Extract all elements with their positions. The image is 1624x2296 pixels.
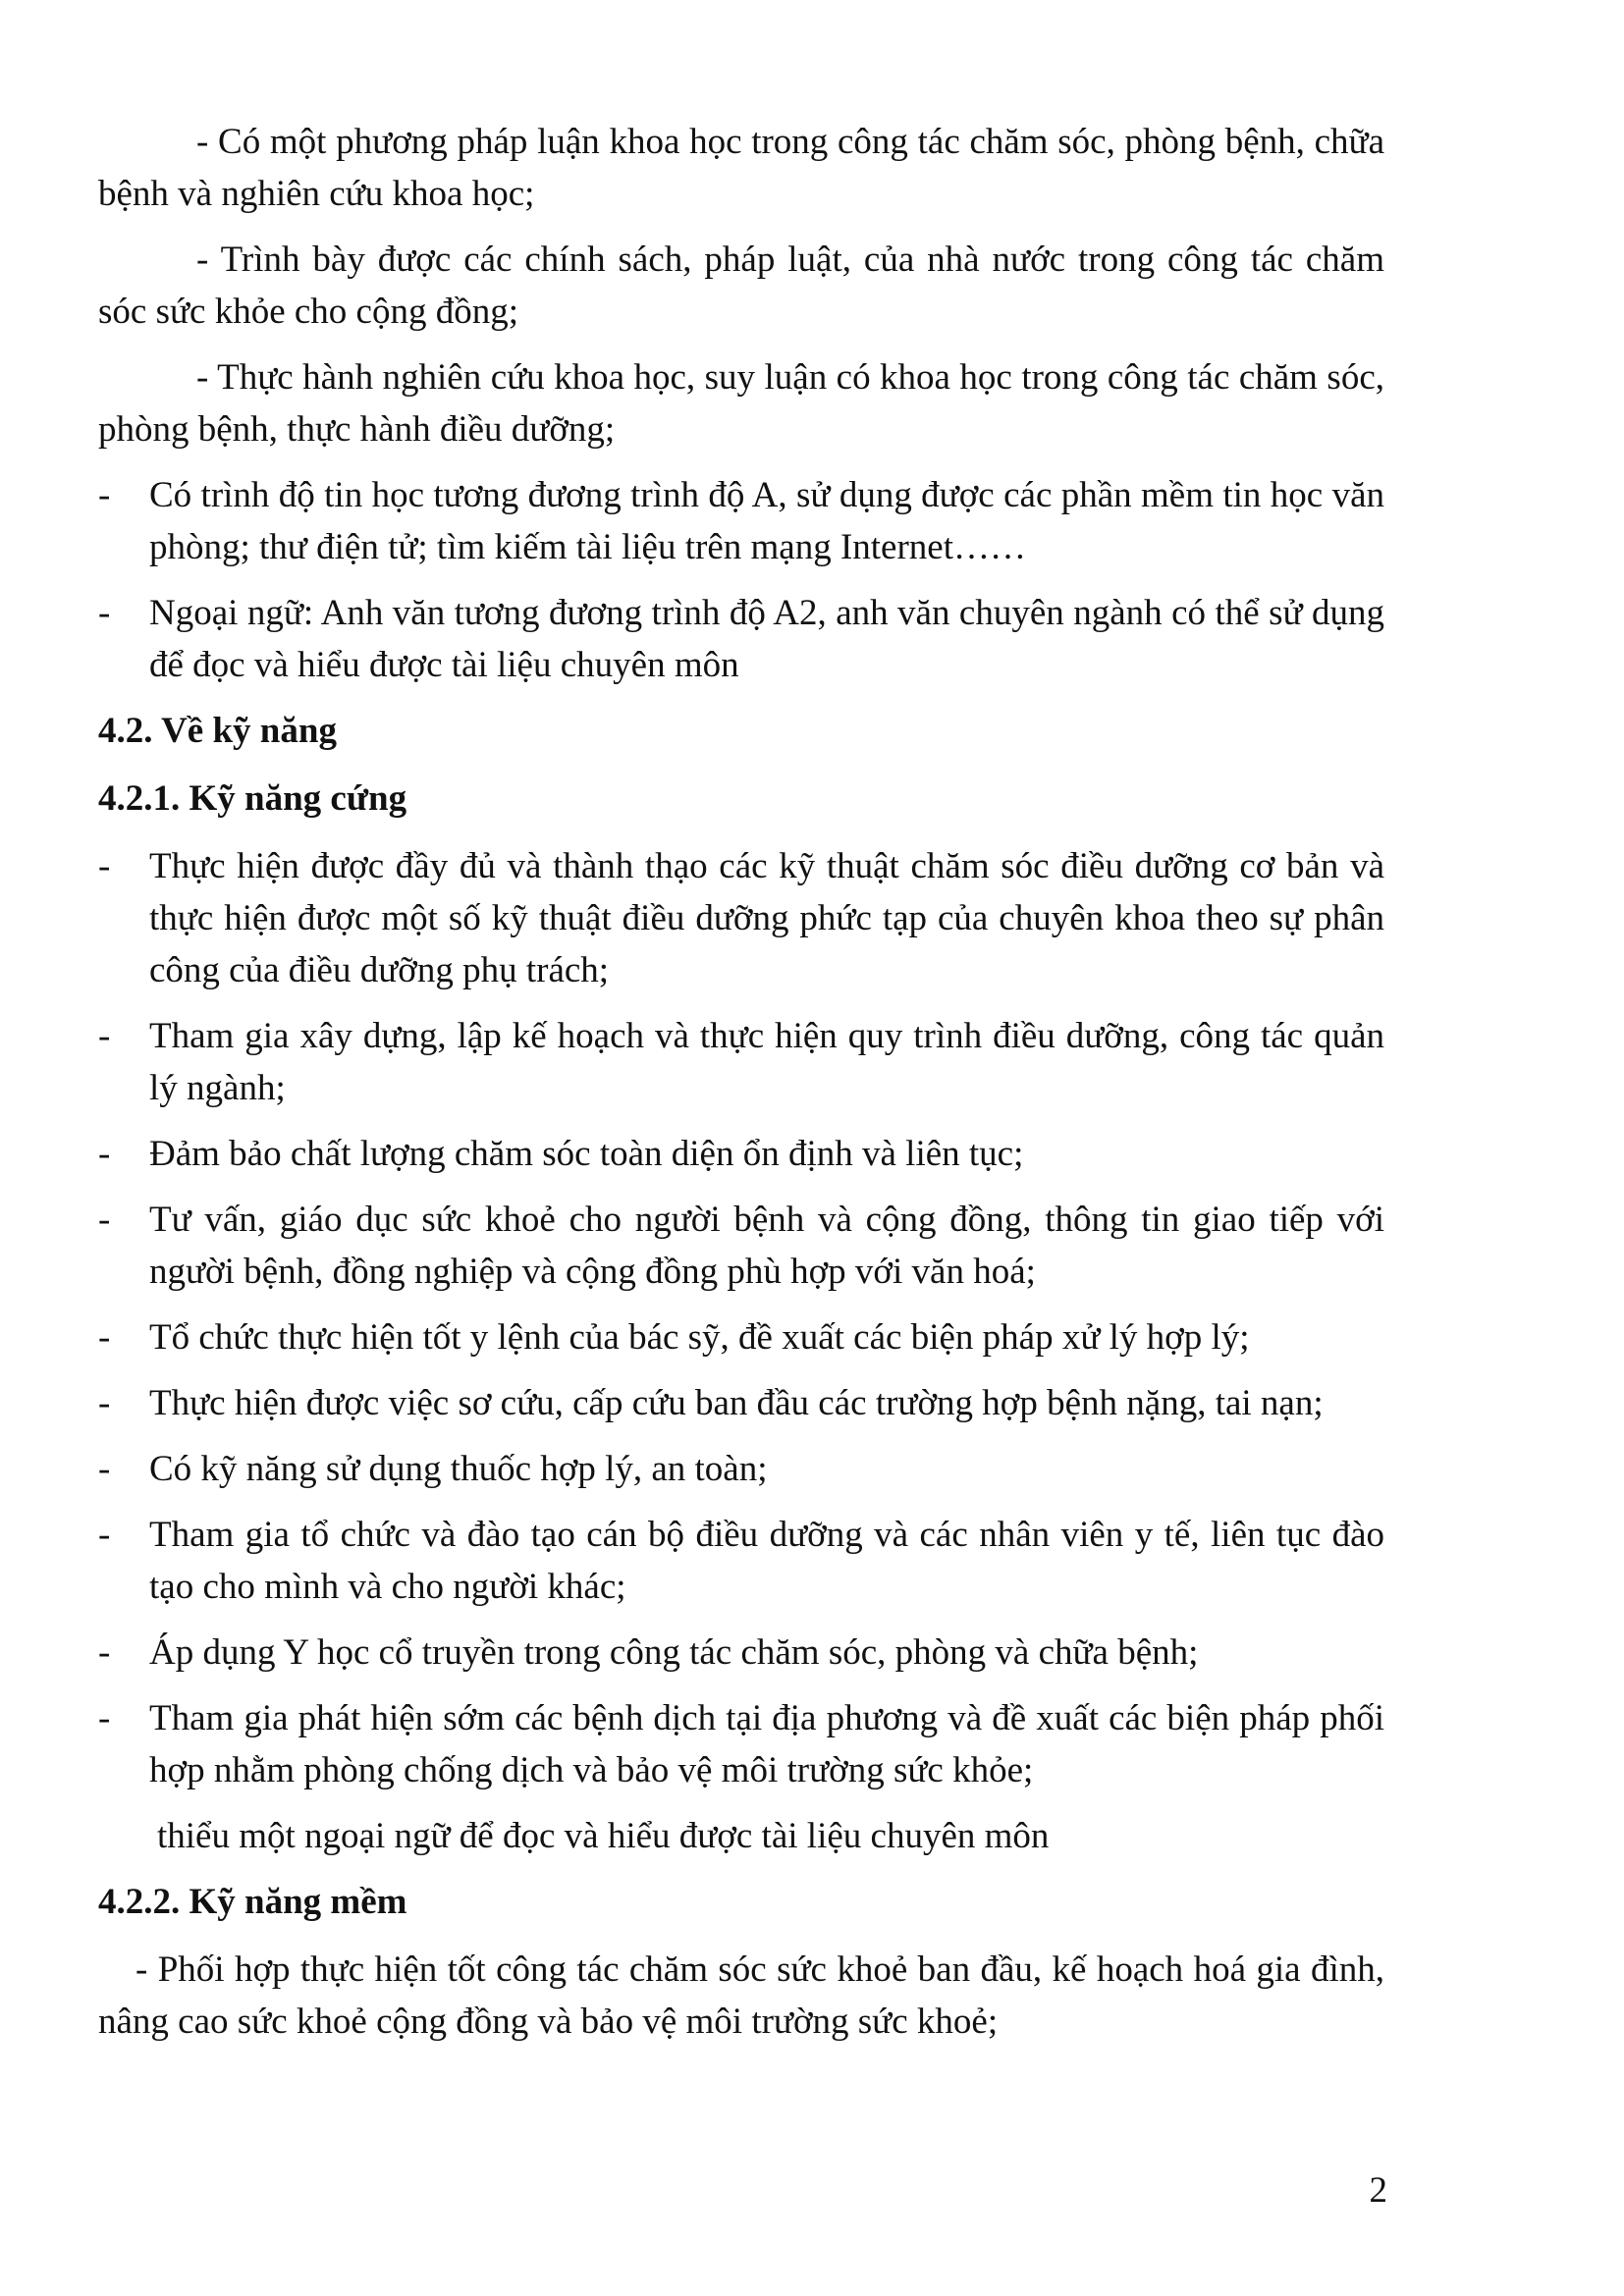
section-heading-skills: 4.2. Về kỹ năng [98,711,337,751]
list-item [98,1377,1384,1429]
bullet-dash: - [98,1317,111,1358]
page-number: 2 [1369,2170,1387,2211]
paragraph-policy: - Trình bày được các chính sách, pháp luật, của nhà nước trong công tác chăm sóc sức khỏe cho cộng đồng; [98,240,1384,332]
paragraph-research-practice: - Thực hành nghiên cứu khoa học, suy luận có khoa học trong công tác chăm sóc, phòng bệnh, thực hành điều dưỡng; [98,357,1384,450]
list-item [98,1128,1384,1180]
list-item-text: Có kỹ năng sử dụng thuốc hợp lý, an toàn; [149,1449,768,1489]
list-item [98,1627,1384,1679]
list-item-text: Có trình độ tin học tương đương trình độ A, sử dụng được các phần mềm tin học văn phòng; thư điện tử; tìm kiếm tài liệu trên mạng Internet…… [149,475,1384,567]
bullet-dash: - [98,475,111,515]
bullet-dash: - [98,1698,111,1738]
paragraph-soft-skills: - Phối hợp thực hiện tốt công tác chăm sóc sức khoẻ ban đầu, kế hoạch hoá gia đình, nâng cao sức khoẻ cộng đồng và bảo vệ môi trường sức khoẻ; [98,1949,1384,2042]
bullet-dash: - [98,1134,111,1174]
list-item-foreign-language [98,587,1384,691]
list-item-text: Tổ chức thực hiện tốt y lệnh của bác sỹ, đề xuất các biện pháp xử lý hợp lý; [149,1317,1250,1358]
bullet-dash: - [98,846,111,886]
list-item-text: Tư vấn, giáo dục sức khoẻ cho người bệnh và cộng đồng, thông tin giao tiếp với người bệnh, đồng nghiệp và cộng đồng phù hợp với văn hoá; [149,1200,1384,1292]
list-item-text: Đảm bảo chất lượng chăm sóc toàn diện ổn định và liên tục; [149,1134,1024,1174]
document-page [98,116,1384,2061]
bullet-dash: - [98,1449,111,1489]
bullet-dash: - [98,593,111,633]
list-item [98,1194,1384,1298]
list-item-text: Tham gia tổ chức và đào tạo cán bộ điều dưỡng và các nhân viên y tế, liên tục đào tạo cho mình và cho người khác; [149,1515,1384,1607]
list-item [98,1311,1384,1363]
list-item-text: Thực hiện được việc sơ cứu, cấp cứu ban đầu các trường hợp bệnh nặng, tai nạn; [149,1383,1324,1423]
list-item-text: Thực hiện được đầy đủ và thành thạo các kỹ thuật chăm sóc điều dưỡng cơ bản và thực hiện được một số kỹ thuật điều dưỡng phức tạp của chuyên khoa theo sự phân công của điều dưỡng phụ trách; [149,846,1384,990]
section-heading-soft-skills: 4.2.2. Kỹ năng mềm [98,1882,407,1922]
list-item [98,1443,1384,1495]
bullet-dash: - [98,1200,111,1240]
list-item-text: Áp dụng Y học cổ truyền trong công tác chăm sóc, phòng và chữa bệnh; [149,1632,1199,1673]
bullet-dash: - [98,1016,111,1056]
list-item [98,840,1384,996]
bullet-dash: - [98,1383,111,1423]
bullet-dash: - [98,1515,111,1555]
list-item [98,1692,1384,1796]
paragraph-methodology: - Có một phương pháp luận khoa học trong công tác chăm sóc, phòng bệnh, chữa bệnh và nghiên cứu khoa học; [98,122,1384,214]
list-item [98,1010,1384,1114]
list-item-text: Ngoại ngữ: Anh văn tương đương trình độ A2, anh văn chuyên ngành có thể sử dụng để đọc và hiểu được tài liệu chuyên môn [149,593,1384,685]
bullet-dash: - [98,1632,111,1673]
list-item-text: Tham gia phát hiện sớm các bệnh dịch tại địa phương và đề xuất các biện pháp phối hợp nhằm phòng chống dịch và bảo vệ môi trường sức khỏe; [149,1698,1384,1790]
paragraph-trailing: thiểu một ngoại ngữ để đọc và hiểu được tài liệu chuyên môn [157,1816,1050,1856]
list-item-text: Tham gia xây dựng, lập kế hoạch và thực hiện quy trình điều dưỡng, công tác quản lý ngành; [149,1016,1384,1108]
list-item-it-skills [98,469,1384,573]
section-heading-hard-skills: 4.2.1. Kỹ năng cứng [98,778,407,819]
list-item [98,1509,1384,1613]
